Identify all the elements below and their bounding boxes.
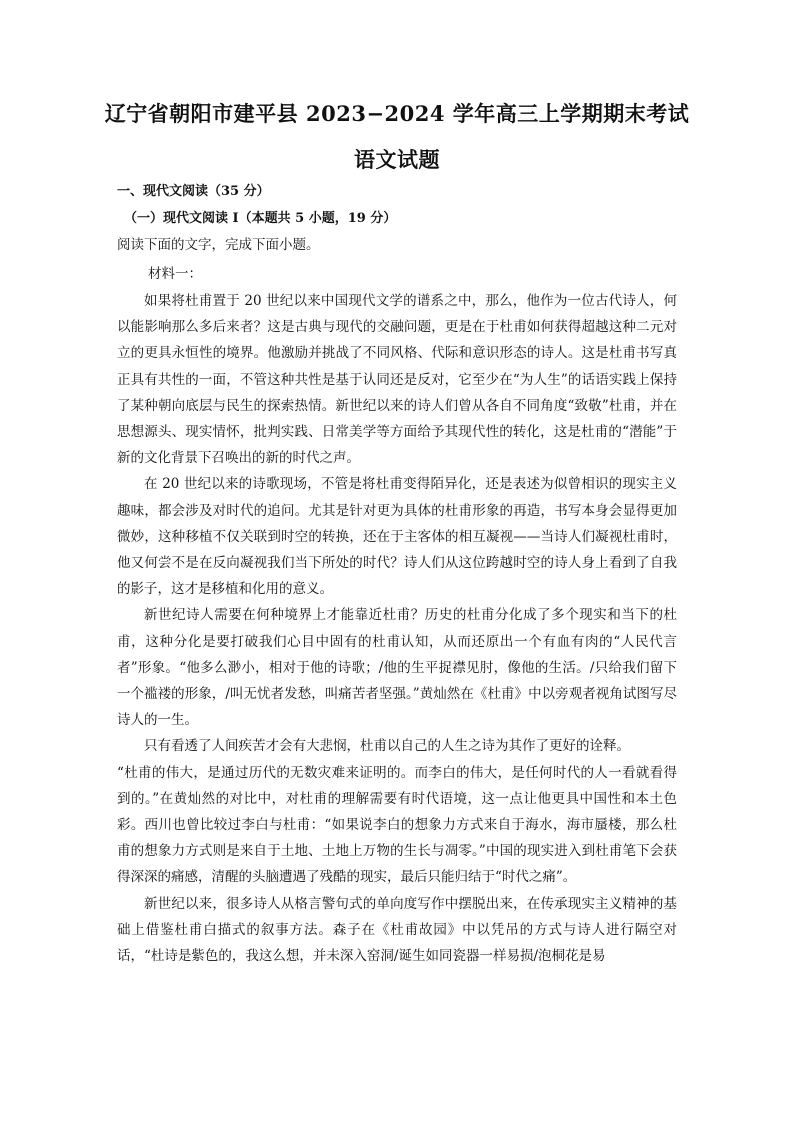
material-label: 材料一： bbox=[148, 266, 202, 282]
passage-paragraph: 新世纪以来，很多诗人从格言警句式的单向度写作中摆脱出来，在传承现实主义精神的基础上借鉴杜甫白描式的叙事方法。森子在《杜甫故园》中以凭吊的方式与诗人进行隔空对话，“杜诗是紫色的，我这么想，并未深入窑洞/诞生如同瓷器一样易损/泡桐花是易 bbox=[117, 895, 677, 965]
exam-title: 辽宁省朝阳市建平县 2023−2024 学年高三上学期期末考试 bbox=[104, 101, 690, 126]
reading-instruction: 阅读下面的文字，完成下面小题。 bbox=[117, 237, 320, 253]
exam-subtitle: 语文试题 bbox=[354, 147, 440, 172]
passage-paragraph: 新世纪诗人需要在何种境界上才能靠近杜甫？历史的杜甫分化成了多个现实和当下的杜甫，这种分化是要打破我们心目中固有的杜甫认知，从而还原出一个有血有肉的“人民代言者”形象。“他多么渺小，相对于他的诗歌；/他的生平捉襟见肘，像他的生活。/只给我们留下一个褴褛的形象，/叫无忧者发愁，叫痛苦者坚强。”黄灿然在《杜甫》中以旁观者视角试图写尽诗人的一生。 bbox=[117, 607, 677, 729]
passage-paragraph: “杜甫的伟大，是通过历代的无数灾难来证明的。而李白的伟大，是任何时代的人一看就看得到的。”在黄灿然的对比中，对杜甫的理解需要有时代语境，这一点让他更具中国性和本土色彩。西川也曾比较过李白与杜甫：“如果说李白的想象力方式来自于海水，海市蜃楼，那么杜甫的想象力方式则是来自于土地、土地上万物的生长与凋零。”中国的现实进入到杜甫笔下会获得深深的痛感，清醒的头脑遭遇了残酷的现实，最后只能归结于“时代之痛”。 bbox=[117, 764, 677, 886]
passage-body bbox=[117, 288, 677, 969]
section-heading: 一、现代文阅读（35 分） bbox=[117, 184, 270, 199]
subsection-heading: （一）现代文阅读 I（本题共 5 小题，19 分） bbox=[124, 211, 397, 226]
passage-paragraph: 如果将杜甫置于 20 世纪以来中国现代文学的谱系之中，那么，他作为一位古代诗人，何以能影响那么多后来者？这是古典与现代的交融问题，更是在于杜甫如何获得超越这种二元对立的更具永恒性的境界。他激励并挑战了不同风格、代际和意识形态的诗人。这是杜甫书写真正具有共性的一面，不管这种共性是基于认同还是反对，它至少在“为人生”的话语实践上保持了某种朝向底层与民生的探索热情。新世纪以来的诗人们曾从各自不同角度“致敬”杜甫，并在思想源头、现实情怀，批判实践、日常美学等方面给予其现代性的转化，这是杜甫的“潜能”于新的文化背景下召唤出的新的时代之声。 bbox=[117, 293, 677, 467]
passage-paragraph: 只有看透了人间疾苦才会有大悲悯，杜甫以自己的人生之诗为其作了更好的诠释。 bbox=[144, 738, 630, 755]
passage-paragraph: 在 20 世纪以来的诗歌现场，不管是将杜甫变得陌异化，还是表述为似曾相识的现实主义趣味，都会涉及对时代的追问。尤其是针对更为具体的杜甫形象的再造，书写本身会显得更加微妙，这种移植不仅关联到时空的转换，还在于主客体的相互凝视——当诗人们凝视杜甫时，他又何尝不是在反向凝视我们当下所处的时代？诗人们从这位跨越时空的诗人身上看到了自我的影子，这才是移植和化用的意义。 bbox=[117, 476, 677, 598]
